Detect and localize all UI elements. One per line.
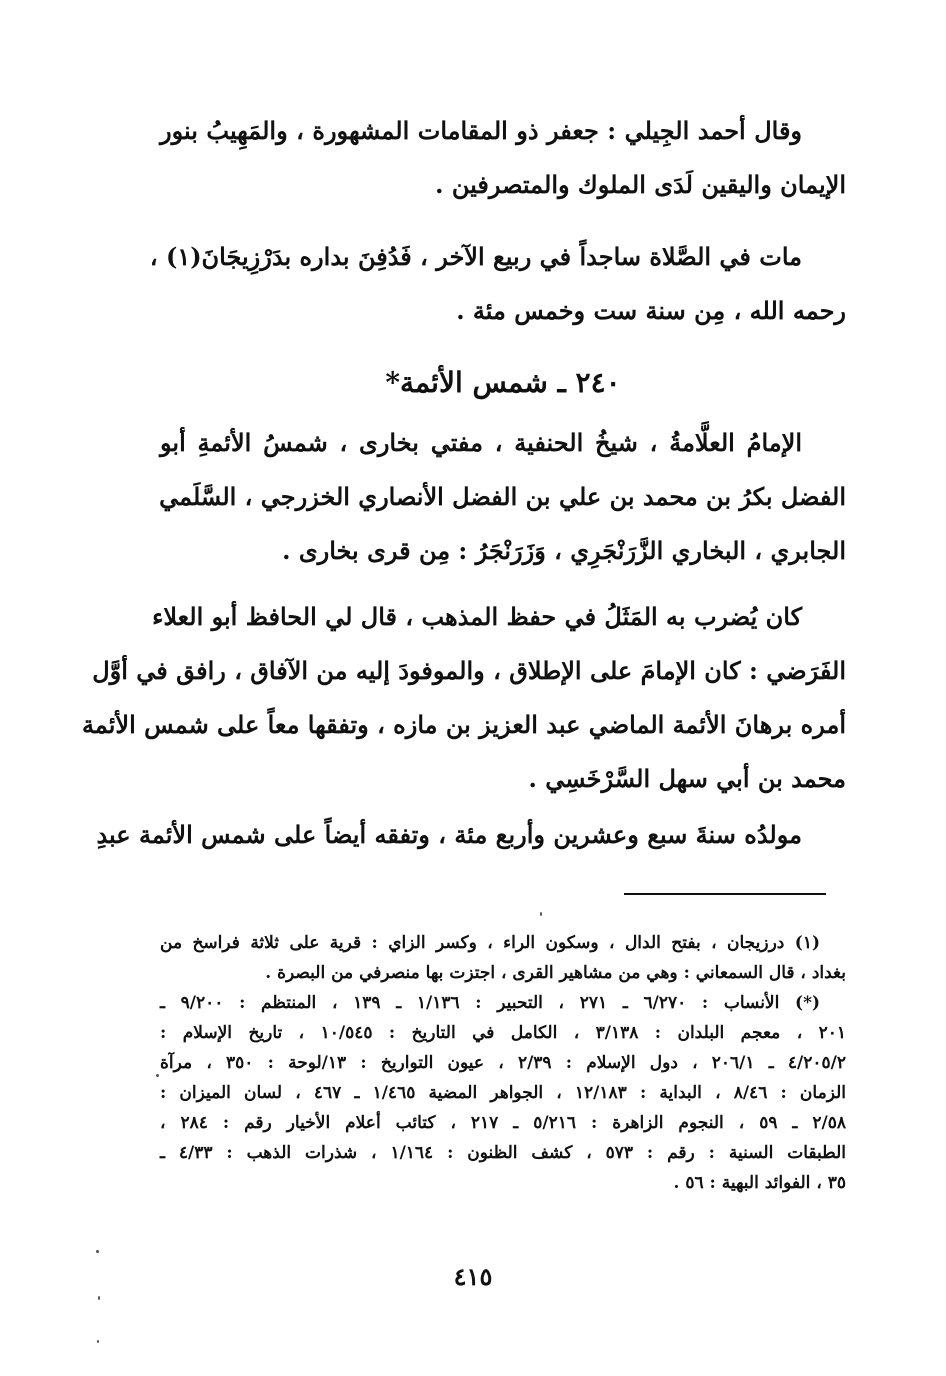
paragraph-3 [160,416,846,578]
footnote-line-9: ٣٥ ، الفوائد البهية : ٥٦ . [673,1173,846,1193]
paragraph-1-line-1: وقال أحمد الجِيلي : جعفر ذو المقامات المشهورة ، والمَهِيبُ بنور [160,116,802,145]
footnote-line-3: (*) الأنساب : ٦/٢٧٠ ـ ٢٧١ ، التحبير : ١/١٣٦ ـ ١٣٩ ، المنتظم : ٩/٢٠٠ ـ [160,993,820,1013]
entry-heading: ٢٤٠ ـ شمس الأئمة* [385,366,621,399]
paragraph-5-line-1: مولدُه سنةَ سبع وعشرين وأربع مئة ، وتفقه أيضاً على شمس الأئمة عبدِ [96,820,802,849]
paragraph-3-line-2: الفضل بكرُ بن محمد بن علي بن الفضل الأنصاري الخزرجي ، السَّلَمي [159,482,846,511]
scan-speck [97,1340,99,1343]
footnote-line-8: الطبقات السنية : رقم : ٥٧٣ ، كشف الظنون : ١/١٦٤ ، شذرات الذهب : ٤/٣٣ ـ [160,1143,846,1163]
footnote-line-4: ٢٠١ ، معجم البلدان : ٣/١٣٨ ، الكامل في التاريخ : ١٠/٥٤٥ ، تاريخ الإسلام : [160,1023,847,1043]
paragraph-4-line-1: كان يُضرب به المَثَلُ في حفظ المذهب ، قال لي الحافظ أبو العلاء [152,602,802,631]
paragraph-2 [149,230,846,338]
paragraph-4 [81,590,846,806]
paragraph-2-line-1: مات في الصَّلاة ساجداً في ربيع الآخر ، فَدُفِنَ بداره بدَرْزِيجَانَ(١) ، [149,242,802,271]
footnotes [160,928,846,1198]
scan-speck [98,1296,100,1300]
paragraph-5 [96,808,846,862]
page-number: ٤١٥ [453,1262,493,1291]
paragraph-2-line-2: رحمه الله ، مِن سنة ست وخمس مئة . [456,296,846,325]
scan-speck [96,1250,99,1253]
paragraph-3-line-1: الإمامُ العلَّامةُ ، شيخُ الحنفية ، مفتي بخارى ، شمسُ الأئمةِ أبو [160,428,802,457]
footnote-line-5: ٤/٢٠٥/٢ ـ ٢٠٦/١ ، دول الإسلام : ٢/٣٩ ، عيون التواريخ : ١٣/لوحة : ٣٥٠ ، مرآة [160,1053,846,1073]
paragraph-1-line-2: الإيمان واليقين لَدَى الملوك والمتصرفين . [435,170,846,199]
paragraph-1 [160,104,846,212]
footnote-separator [624,893,826,895]
scan-speck [540,912,542,916]
paragraph-4-line-2: الفَرَضي : كان الإمامَ على الإطلاق ، والموفودَ إليه من الآفاق ، رافق في أوَّل [92,656,846,685]
paragraph-3-line-3: الجابري ، البخاري الزَّرَنْجَرِي ، وَزَرَنْجَرُ : مِن قرى بخارى . [282,536,846,565]
scan-speck [156,1074,159,1077]
footnote-line-6: الزمان : ٨/٤٦ ، البداية : ١٢/١٨٣ ، الجواهر المضية ١/٤٦٥ ـ ٤٦٧ ، لسان الميزان : [160,1083,846,1103]
paragraph-4-line-3: أمره برهانَ الأئمة الماضي عبد العزيز بن مازه ، وتفقها معاً على شمس الأئمة [81,710,846,739]
footnote-line-2: بغداد ، قال السمعاني : وهي من مشاهير القرى ، اجتزت بها منصرفي من البصرة . [265,963,846,983]
footnote-line-1: (١) درزيجان ، بفتح الدال ، وسكون الراء ، وكسر الزاي : قرية على ثلاثة فراسخ من [160,933,820,953]
footnote-line-7: ٢/٥٨ ـ ٥٩ ، النجوم الزاهرة : ٥/٢١٦ ـ ٢١٧ ، كتائب أعلام الأخيار رقم : ٢٨٤ ، [160,1113,846,1133]
paragraph-4-line-4: محمد بن أبي سهل السَّرْخَسِي . [528,764,846,793]
